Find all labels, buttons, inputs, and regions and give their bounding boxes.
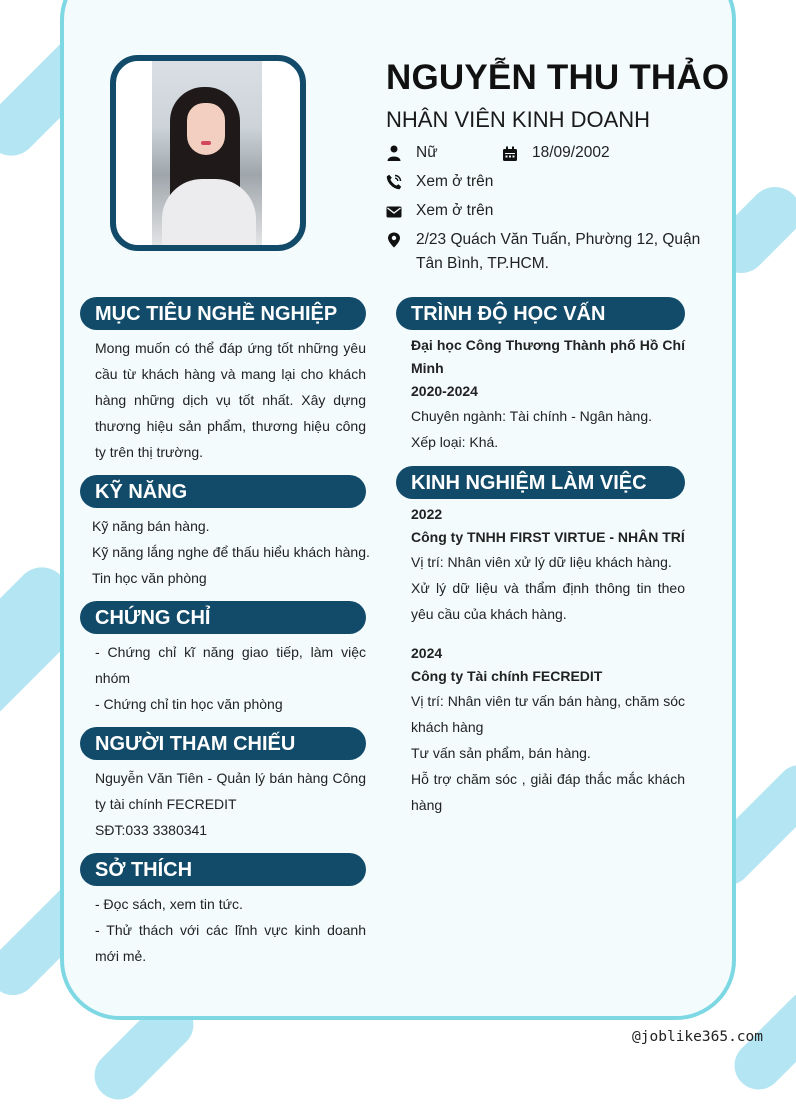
calendar-icon bbox=[502, 146, 518, 162]
experience-item bbox=[411, 503, 685, 627]
experience-line: Vị trí: Nhân viên xử lý dữ liệu khách hàng. bbox=[411, 554, 672, 570]
person-icon bbox=[386, 145, 402, 161]
site-credit: @joblike365.com bbox=[632, 1029, 763, 1045]
envelope-icon bbox=[386, 204, 402, 220]
phone-icon bbox=[386, 174, 402, 190]
email-value: Xem ở trên bbox=[416, 202, 494, 219]
location-pin-icon bbox=[386, 232, 402, 248]
section-heading-experience: KINH NGHIỆM LÀM VIỆC bbox=[396, 466, 685, 499]
experience-year: 2024 bbox=[411, 645, 443, 661]
section-heading-certificates: CHỨNG CHỈ bbox=[80, 601, 366, 634]
experience-line: Tư vấn sản phẩm, bán hàng. bbox=[411, 745, 591, 761]
education-block bbox=[411, 334, 685, 455]
profile-photo bbox=[152, 61, 262, 251]
objective-text: Mong muốn có thể đáp ứng tốt những yêu cầu từ khách hàng và mang lại cho khách hàng những dịch vụ tốt nhất. Xây dựng thương hiệu sản phẩm, thương hiệu công ty trên thị trường. bbox=[95, 340, 366, 460]
candidate-name: NGUYỄN THU THẢO bbox=[386, 58, 730, 97]
certificates-list bbox=[95, 639, 366, 717]
experience-line: Vị trí: Nhân viên tư vấn bán hàng, chăm sóc khách hàng bbox=[411, 693, 685, 735]
reference-person: Nguyễn Văn Tiên - Quản lý bán hàng Công ty tài chính FECREDIT bbox=[95, 770, 366, 812]
hobby-item: - Đọc sách, xem tin tức. bbox=[95, 896, 243, 912]
profile-photo-frame bbox=[110, 55, 306, 251]
education-years: 2020-2024 bbox=[411, 383, 478, 399]
candidate-title: NHÂN VIÊN KINH DOANH bbox=[386, 107, 651, 132]
section-heading-references: NGƯỜI THAM CHIẾU bbox=[80, 727, 366, 760]
experience-line: Hỗ trợ chăm sóc , giải đáp thắc mắc khách hàng bbox=[411, 771, 685, 813]
experience-item bbox=[411, 642, 685, 818]
skills-list bbox=[92, 513, 377, 591]
experience-company: Công ty Tài chính FECREDIT bbox=[411, 668, 603, 684]
reference-phone: SĐT:033 3380341 bbox=[95, 822, 208, 838]
education-rank: Xếp loại: Khá. bbox=[411, 434, 499, 450]
address-value: 2/23 Quách Văn Tuấn, Phường 12, Quận Tân Bình, TP.HCM. bbox=[416, 231, 701, 272]
phone-value: Xem ở trên bbox=[416, 173, 494, 190]
experience-company: Công ty TNHH FIRST VIRTUE - NHÂN TRÍ bbox=[411, 529, 685, 545]
section-heading-hobbies: SỞ THÍCH bbox=[80, 853, 366, 886]
section-heading-education: TRÌNH ĐỘ HỌC VẤN bbox=[396, 297, 685, 330]
hobby-item: - Thử thách với các lĩnh vực kinh doanh mới mẻ. bbox=[95, 922, 366, 964]
skill-item: Kỹ năng lắng nghe để thấu hiểu khách hàng. bbox=[92, 544, 370, 560]
skill-item: Tin học văn phòng bbox=[92, 570, 207, 586]
gender-value: Nữ bbox=[416, 144, 438, 161]
experience-line: Xử lý dữ liệu và thẩm định thông tin theo yêu cầu của khách hàng. bbox=[411, 580, 685, 622]
birthday-value: 18/09/2002 bbox=[532, 144, 610, 161]
certificate-item: - Chứng chỉ tin học văn phòng bbox=[95, 696, 283, 712]
references-block bbox=[95, 765, 366, 843]
section-heading-objective: MỤC TIÊU NGHỀ NGHIỆP bbox=[80, 297, 366, 330]
school-name: Đại học Công Thương Thành phố Hồ Chí Minh bbox=[411, 337, 685, 376]
hobbies-list bbox=[95, 891, 366, 969]
experience-year: 2022 bbox=[411, 506, 443, 522]
section-heading-skills: KỸ NĂNG bbox=[80, 475, 366, 508]
certificate-item: - Chứng chỉ kĩ năng giao tiếp, làm việc nhóm bbox=[95, 644, 366, 686]
skill-item: Kỹ năng bán hàng. bbox=[92, 518, 210, 534]
education-major: Chuyên ngành: Tài chính - Ngân hàng. bbox=[411, 408, 653, 424]
